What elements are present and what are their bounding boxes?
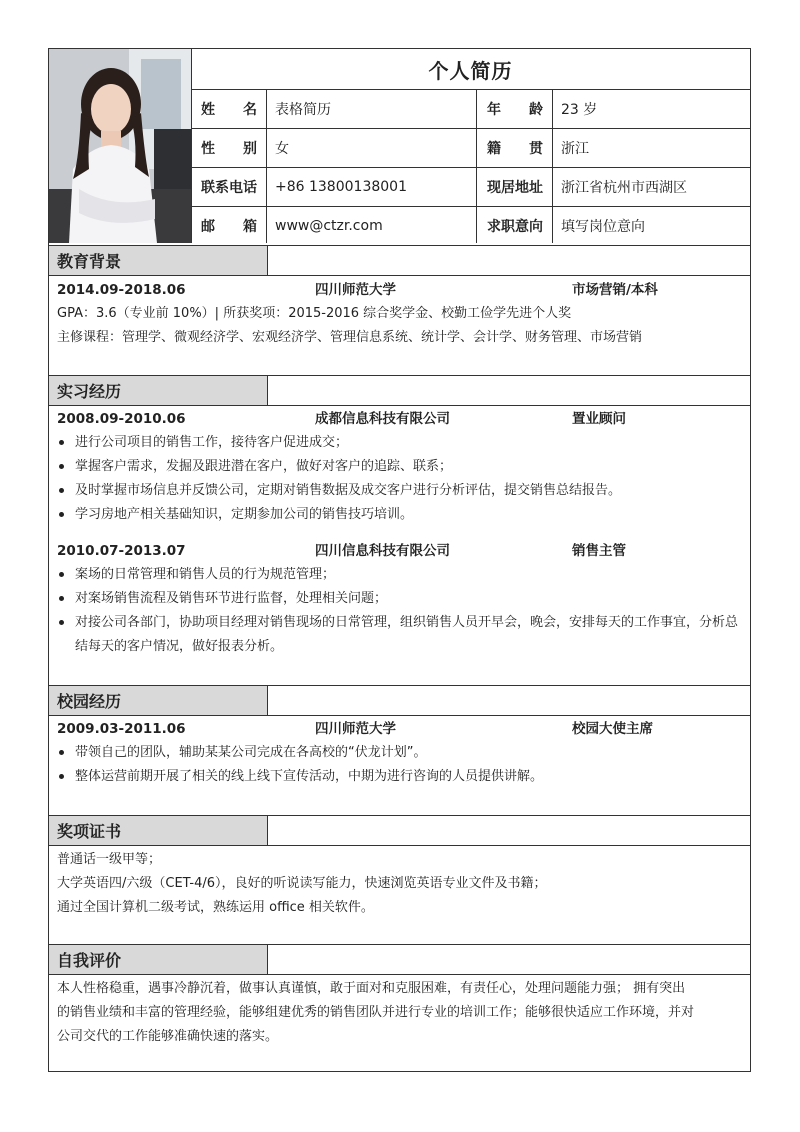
age-value: 23 岁	[561, 101, 598, 118]
job-entry-header	[57, 407, 742, 431]
list-item	[57, 563, 744, 587]
award-line: 普通话一级甲等；	[57, 852, 162, 867]
bullet-text: 掌握客户需求，发掘及跟进潜在客户，做好对客户的追踪、联系；	[75, 459, 453, 474]
name-label: 姓 名	[201, 101, 257, 118]
list-item	[57, 765, 744, 789]
campus-entry-header	[57, 717, 742, 741]
age-label: 年 龄	[487, 101, 543, 118]
phone-value: +86 13800138001	[275, 178, 407, 195]
info-row-phone-address	[191, 167, 750, 207]
list-item	[57, 587, 744, 611]
name-value: 表格简历	[275, 101, 331, 118]
self-section	[49, 975, 750, 1071]
personal-info-table	[191, 89, 750, 243]
bullet-text: 对案场销售流程及销售环节进行监督，处理相关问题；	[75, 591, 388, 606]
job-company: 成都信息科技有限公司	[315, 411, 450, 427]
self-line: 公司交代的工作能够准确快速的落实。	[57, 1029, 279, 1044]
portrait-image	[49, 49, 191, 243]
phone-label: 联系电话	[201, 179, 257, 196]
bullet-text: 进行公司项目的销售工作，接待客户促进成交；	[75, 435, 349, 450]
info-row-name-age	[191, 89, 750, 129]
job-period: 2008.09-2010.06	[57, 411, 186, 427]
resume-title: 个人简历	[191, 49, 750, 90]
address-label: 现居地址	[487, 179, 543, 196]
resume-frame	[48, 48, 751, 1072]
award-line: 大学英语四/六级（CET-4/6），良好的听说读写能力，快速浏览英语专业文件及书籍；	[57, 876, 547, 891]
intent-label: 求职意向	[487, 218, 543, 235]
campus-section-header	[49, 685, 750, 716]
email-label: 邮 箱	[201, 218, 257, 235]
bullet-text: 对接公司各部门，协助项目经理对销售现场的日常管理，组织销售人员开早会，晚会，安排每天的工作事宜，分析总结每天的客户情况，做好报表分析。	[75, 615, 739, 654]
origin-value: 浙江	[561, 140, 589, 157]
internship-section	[49, 406, 750, 686]
campus-role: 校园大使主席	[572, 721, 653, 737]
education-courses: 主修课程：管理学、微观经济学、宏观经济学、管理信息系统、统计学、会计学、财务管理、市场营销	[57, 330, 643, 345]
job-period: 2010.07-2013.07	[57, 543, 186, 559]
internship-heading: 实习经历	[49, 376, 268, 405]
profile-photo	[49, 49, 192, 243]
gender-label: 性 别	[201, 140, 257, 157]
bullet-text: 整体运营前期开展了相关的线上线下宣传活动，中期为进行咨询的人员提供讲解。	[75, 769, 544, 784]
list-item	[57, 611, 744, 659]
origin-label: 籍 贯	[487, 140, 543, 157]
bullet-text: 学习房地产相关基础知识，定期参加公司的销售技巧培训。	[75, 507, 414, 522]
awards-heading: 奖项证书	[49, 816, 268, 845]
list-item	[57, 741, 744, 765]
job-entry-header	[57, 539, 742, 563]
address-value: 浙江省杭州市西湖区	[561, 179, 687, 196]
campus-org: 四川师范大学	[315, 721, 396, 737]
education-gpa: GPA：3.6（专业前 10%）| 所获奖项：2015-2016 综合奖学金、校勤工俭学先进个人奖	[57, 306, 572, 321]
job-company: 四川信息科技有限公司	[315, 543, 450, 559]
campus-period: 2009.03-2011.06	[57, 721, 186, 737]
list-item	[57, 503, 744, 527]
list-item	[57, 479, 744, 503]
intent-value: 填写岗位意向	[561, 218, 645, 235]
internship-section-header	[49, 375, 750, 406]
campus-section	[49, 716, 750, 816]
self-heading: 自我评价	[49, 945, 268, 974]
awards-section	[49, 846, 750, 946]
bullet-text: 及时掌握市场信息并反馈公司，定期对销售数据及成交客户进行分析评估，提交销售总结报告。	[75, 483, 622, 498]
job-role: 销售主管	[572, 543, 626, 559]
education-school: 四川师范大学	[315, 282, 396, 298]
awards-section-header	[49, 815, 750, 846]
email-value: www@ctzr.com	[275, 217, 383, 234]
bullet-text: 带领自己的团队，辅助某某公司完成在各高校的“伏龙计划”。	[75, 745, 427, 760]
education-heading: 教育背景	[49, 246, 268, 275]
list-item	[57, 431, 744, 455]
self-line: 的销售业绩和丰富的管理经验，能够组建优秀的销售团队并进行专业的培训工作；能够很快适应工作环境，并对	[57, 1005, 695, 1020]
education-entry-header	[57, 278, 742, 302]
info-row-email-intent	[191, 206, 750, 245]
self-section-header	[49, 944, 750, 975]
list-item	[57, 455, 744, 479]
bullet-text: 案场的日常管理和销售人员的行为规范管理；	[75, 567, 336, 582]
award-line: 通过全国计算机二级考试，熟练运用 office 相关软件。	[57, 900, 374, 915]
info-row-gender-origin	[191, 128, 750, 168]
education-section-header	[49, 245, 750, 276]
education-major: 市场营销/本科	[572, 282, 658, 298]
gender-value: 女	[275, 140, 289, 157]
education-period: 2014.09-2018.06	[57, 282, 186, 298]
self-line: 本人性格稳重，遇事冷静沉着，做事认真谨慎，敢于面对和克服困难，有责任心，处理问题能力强； 拥有突出	[57, 981, 686, 996]
education-section	[49, 276, 750, 376]
campus-heading: 校园经历	[49, 686, 268, 715]
job-role: 置业顾问	[572, 411, 626, 427]
